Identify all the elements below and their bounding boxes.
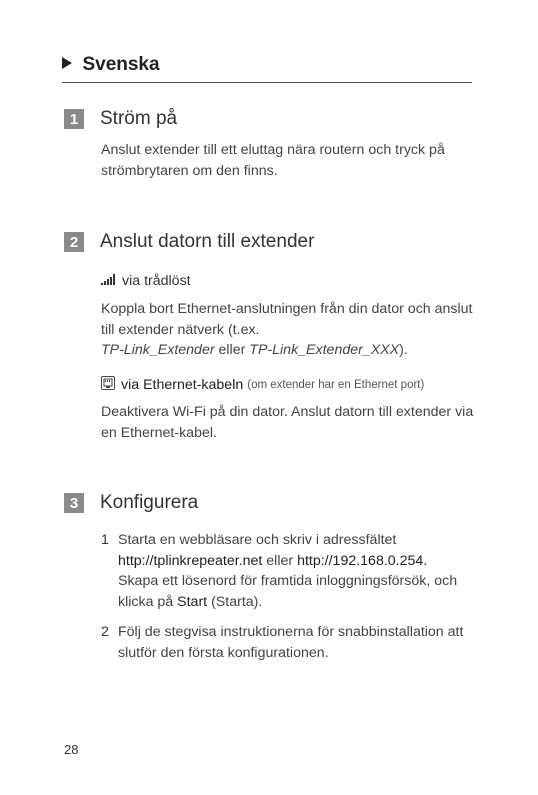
ssid-2: TP-Link_Extender_XXX <box>249 342 400 358</box>
wireless-text-body: Koppla bort Ethernet-anslutningen från din dator och anslut till extender nätverk (t.ex. <box>101 301 473 338</box>
step-1-heading <box>64 108 177 130</box>
start-label: Start <box>177 593 208 610</box>
wifi-signal-icon <box>101 273 116 289</box>
ethernet-text: Deaktivera Wi-Fi på din dator. Anslut datorn till extender via en Ethernet-kabel. <box>101 404 474 441</box>
step-title: Anslut datorn till extender <box>100 231 315 252</box>
wireless-text <box>101 299 476 361</box>
list-item-text: Följ de stegvisa instruktionerna för snabbinstallation att slutför den första konfigurationen. <box>118 624 464 661</box>
ethernet-note: (om extender har en Ethernet port) <box>247 379 425 391</box>
step-number-badge: 2 <box>64 232 84 252</box>
list-item-text: Skapa ett lösenord för framtida inloggningsförsök, och klicka på <box>118 573 458 610</box>
language-title: Svenska <box>82 54 160 75</box>
url-link[interactable]: http://tplinkrepeater.net <box>118 552 263 569</box>
start-translation: (Starta). <box>211 593 263 610</box>
url-link[interactable]: http://192.168.0.254. <box>297 552 428 569</box>
ssid-end: ). <box>399 342 408 358</box>
wireless-label-text: via trådlöst <box>122 273 191 289</box>
list-item-number: 1 <box>101 532 109 548</box>
ethernet-port-icon <box>101 376 115 394</box>
list-item-number: 2 <box>101 624 109 640</box>
page-number: 28 <box>64 742 79 757</box>
step-title: Ström på <box>100 108 178 129</box>
ssid-1: TP-Link_Extender <box>101 342 215 358</box>
step-2-heading <box>64 231 314 253</box>
language-header <box>62 54 472 83</box>
ethernet-label <box>101 376 424 394</box>
wireless-label <box>101 273 191 289</box>
or-word: eller <box>266 552 294 569</box>
list-item-body <box>118 530 476 612</box>
or-word: eller <box>218 342 246 358</box>
step-number-badge: 3 <box>64 493 84 513</box>
step-1-text: Anslut extender till ett eluttag nära routern och tryck på strömbrytaren om den finns. <box>101 142 445 179</box>
ethernet-label-text: via Ethernet-kabeln <box>121 377 244 393</box>
step-number-badge: 1 <box>64 109 84 129</box>
step-3-heading <box>64 492 198 514</box>
list-item <box>101 622 476 663</box>
step-title: Konfigurera <box>100 492 199 513</box>
triangle-arrow-icon <box>62 57 72 69</box>
list-item-text: Starta en webbläsare och skriv i adressfältet <box>118 532 397 548</box>
list-item <box>101 530 476 612</box>
